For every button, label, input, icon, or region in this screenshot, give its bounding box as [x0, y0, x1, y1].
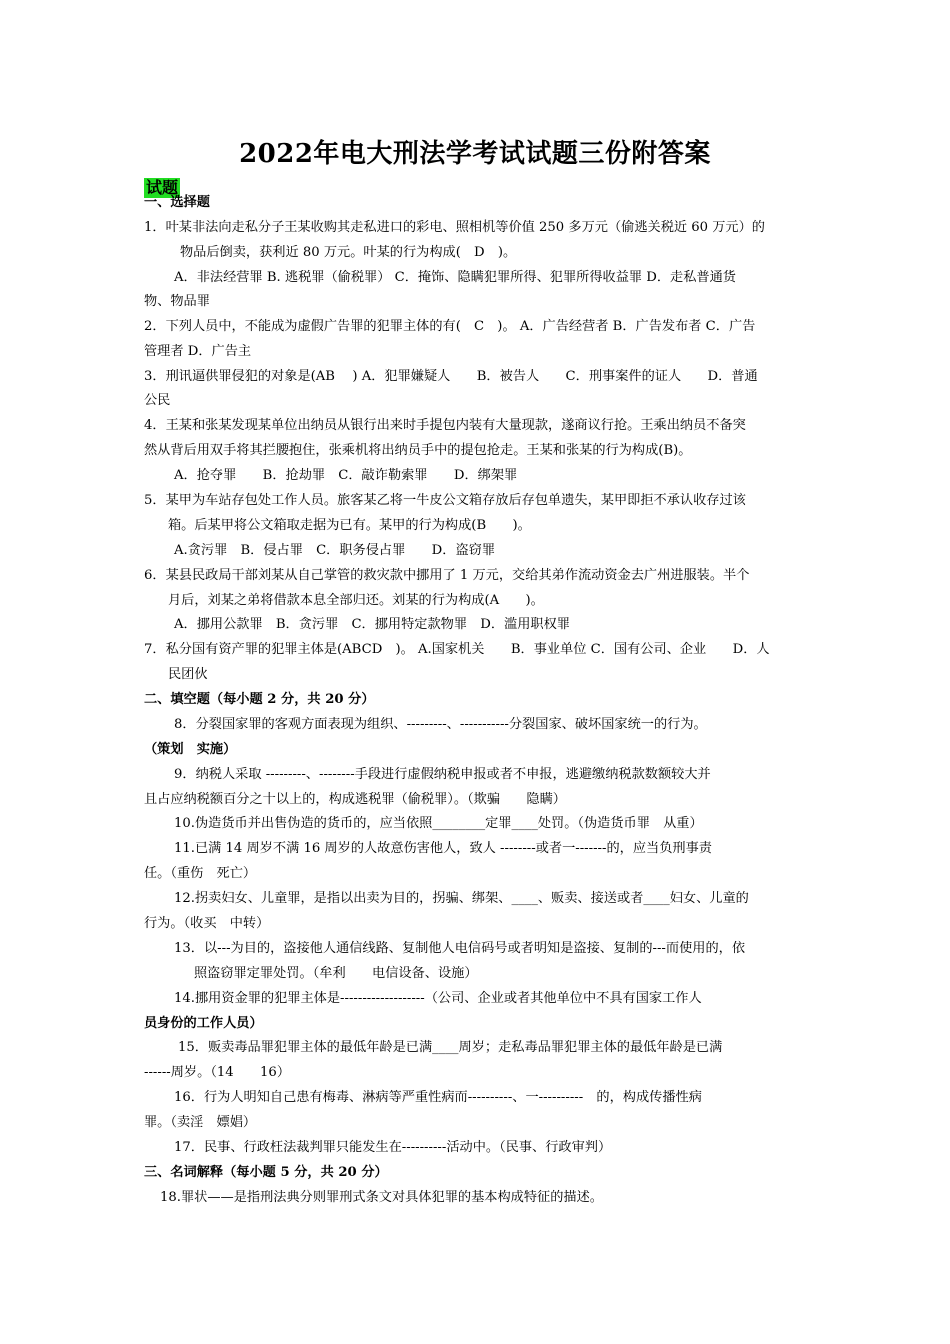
text-line: 6．某县民政局干部刘某从自己掌管的救灾款中挪用了 1 万元，交给其弟作流动资金去广州进服装。半个 — [144, 568, 750, 583]
text-line: 18.罪状——是指刑法典分则罪刑式条文对具体犯罪的基本构成特征的描述。 — [160, 1190, 603, 1205]
text-line: 三、名词解释（每小题 5 分，共 20 分） — [144, 1165, 388, 1180]
text-line: 3．刑讯逼供罪侵犯的对象是(AB ) A．犯罪嫌疑人 B．被告人 C．刑事案件的证人 D．普通 — [144, 369, 758, 384]
text-line: 15．贩卖毒品罪犯罪主体的最低年龄是已满____周岁；走私毒品罪犯罪主体的最低年龄是已满 — [178, 1040, 723, 1055]
text-line: 箱。后某甲将公文箱取走据为已有。某甲的行为构成(B )。 — [168, 518, 531, 533]
text-line: 物品后倒卖，获利近 80 万元。叶某的行为构成( D )。 — [180, 245, 517, 260]
text-line: 物、物品罪 — [144, 294, 210, 309]
text-line: A．非法经营罪 B. 逃税罪（偷税罪） C．掩饰、隐瞒犯罪所得、犯罪所得收益罪 D．走私普通货 — [174, 270, 736, 285]
text-line: 17．民事、行政枉法裁判罪只能发生在----------活动中。（民事、行政审判） — [174, 1140, 612, 1155]
text-line: 罪。（卖淫 嫖娼） — [144, 1115, 257, 1130]
text-line: 13．以---为目的，盗接他人通信线路、复制他人电信码号或者明知是盗接、复制的---而使用的，依 — [174, 941, 746, 956]
text-line: 4．王某和张某发现某单位出纳员从银行出来时手提包内装有大量现款，遂商议行抢。王乘出纳员不备突 — [144, 418, 746, 433]
text-line: 12.拐卖妇女、儿童罪，是指以出卖为目的，拐骗、绑架、____、贩卖、接送或者____妇女、儿童的 — [174, 891, 749, 906]
text-line: 5．某甲为车站存包处工作人员。旅客某乙将一牛皮公文箱存放后存包单遗失，某甲即拒不承认收存过该 — [144, 493, 746, 508]
text-line: 一、选择题 — [144, 195, 210, 210]
section-highlight-label: 试题 — [146, 178, 179, 197]
text-line: 二、填空题（每小题 2 分，共 20 分） — [144, 692, 375, 707]
text-line: 然从背后用双手将其拦腰抱住，张乘机将出纳员手中的提包抢走。王某和张某的行为构成(B)。 — [144, 443, 692, 458]
text-line: A.贪污罪 B．侵占罪 C．职务侵占罪 D．盗窃罪 — [174, 543, 496, 558]
text-line: ------周岁。（14 16） — [144, 1065, 291, 1080]
text-line: 行为。（收买 中转） — [144, 916, 270, 931]
text-line: 任。（重伤 死亡） — [144, 866, 257, 881]
text-line: A．抢夺罪 B．抢劫罪 C．敲诈勒索罪 D．绑架罪 — [174, 468, 518, 483]
text-line: 7．私分国有资产罪的犯罪主体是(ABCD )。 A.国家机关 B．事业单位 C．国有公司、企业 D．人 — [144, 642, 770, 657]
text-line: 10.伪造货币并出售伪造的货币的，应当依照________定罪____处罚。（伪造货币罪 从重） — [174, 816, 703, 831]
text-line: （策划 实施） — [144, 742, 237, 757]
text-line: 11.已满 14 周岁不满 16 周岁的人故意伤害他人，致人 --------或者一-------的，应当负刑事责 — [174, 841, 712, 856]
text-line: 公民 — [144, 393, 171, 408]
text-line: 民团伙 — [168, 667, 208, 682]
text-line: 且占应纳税额百分之十以上的，构成逃税罪（偷税罪）。（欺骗 隐瞒） — [144, 792, 566, 807]
text-line: 2．下列人员中，不能成为虚假广告罪的犯罪主体的有( C )。 A．广告经营者 B．广告发布者 C．广告 — [144, 319, 756, 334]
text-line: A．挪用公款罪 B．贪污罪 C．挪用特定款物罪 D．滥用职权罪 — [174, 617, 570, 632]
text-line: 8．分裂国家罪的客观方面表现为组织、---------、-----------分裂国家、破坏国家统一的行为。 — [174, 717, 707, 732]
text-line: 照盗窃罪定罪处罚。（牟利 电信设备、设施） — [194, 966, 478, 981]
text-line: 月后，刘某之弟将借款本息全部归还。刘某的行为构成(A )。 — [168, 593, 544, 608]
text-line: 员身份的工作人员） — [144, 1016, 263, 1031]
text-line: 1．叶某非法向走私分子王某收购其走私进口的彩电、照相机等价值 250 多万元（偷逃关税近 60 万元）的 — [144, 220, 765, 235]
text-line: 14.挪用资金罪的犯罪主体是-------------------（公司、企业或者其他单位中不具有国家工作人 — [174, 991, 702, 1006]
document-title: 2022年电大刑法学考试试题三份附答案 — [239, 139, 711, 169]
text-line: 16．行为人明知自己患有梅毒、淋病等严重性病而----------、一---------- 的，构成传播性病 — [174, 1090, 702, 1105]
text-line: 9．纳税人采取 ---------、--------手段进行虚假纳税申报或者不申报，逃避缴纳税款数额较大并 — [174, 767, 711, 782]
text-line: 管理者 D．广告主 — [144, 344, 252, 359]
